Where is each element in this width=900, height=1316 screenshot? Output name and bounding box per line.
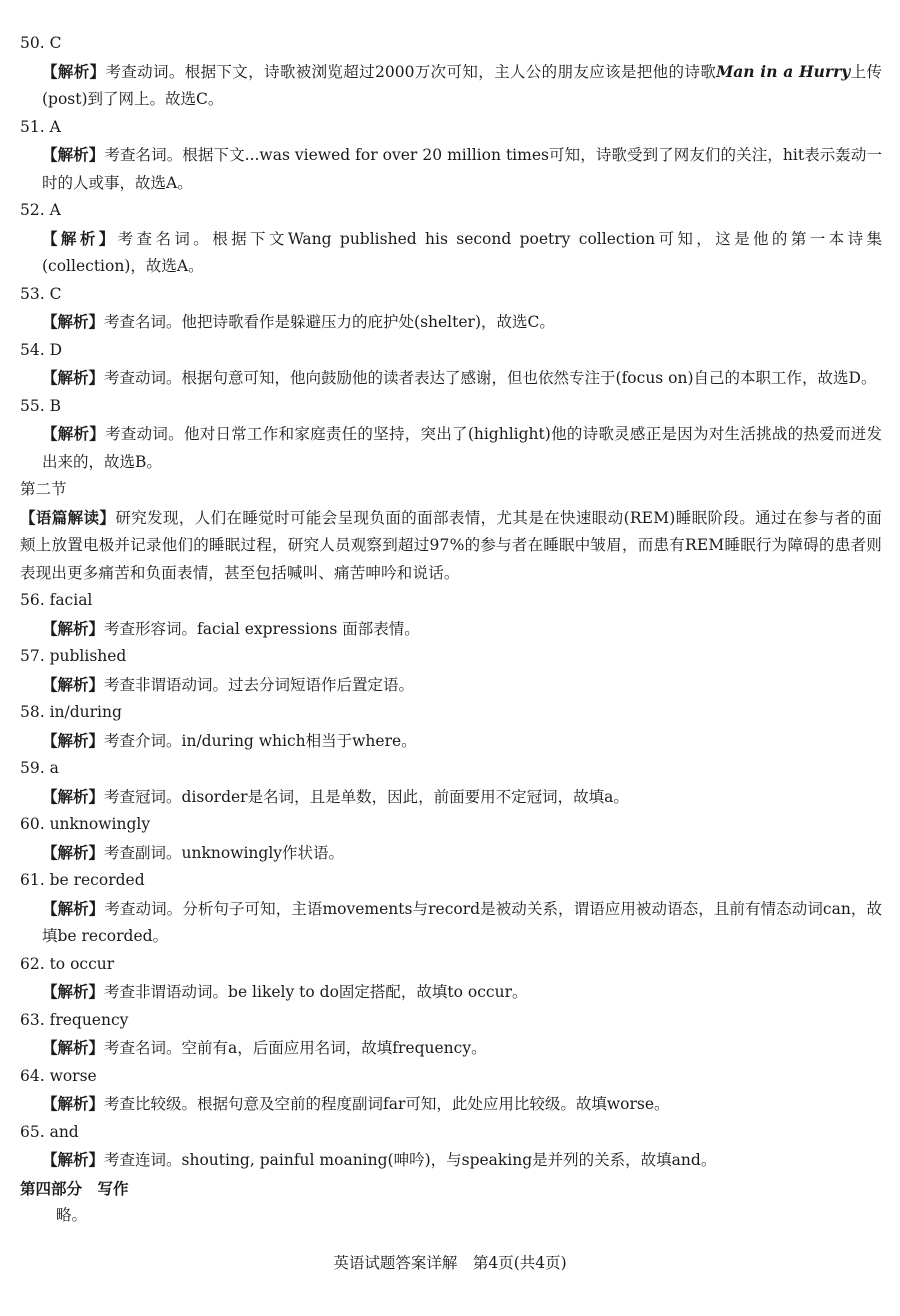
analysis-text: 考查比较级。根据句意及空前的程度副词far可知，此处应用比较级。故填worse。 [104, 1095, 670, 1113]
answer-number: 57. published [20, 647, 127, 665]
analysis-text: 考查非谓语动词。过去分词短语作后置定语。 [104, 675, 415, 694]
answer-number: 54. D [20, 340, 63, 359]
part-heading: 第四部分 写作 [20, 1178, 129, 1198]
analysis-tag: 【解析】 [42, 982, 105, 1001]
analysis-tag: 【解析】 [42, 228, 118, 248]
analysis-tag: 【解析】 [42, 1038, 105, 1057]
answer-number: 51. A [20, 117, 61, 136]
analysis-tag: 【解析】 [42, 730, 105, 750]
answer-number: 59. a [20, 759, 59, 777]
analysis-tag: 【解析】 [42, 618, 105, 638]
analysis-text: 考查动词。他对日常工作和家庭责任的坚持，突出了(highlight)他的诗歌灵感正是因为对生活挑战的热爱而迸发出来的，故选B。 [42, 425, 882, 471]
analysis-text: 考查名词。空前有a，后面应用名词，故填frequency。 [104, 1039, 487, 1057]
analysis-tag: 【解析】 [42, 1094, 105, 1113]
answer-number: 58. in/during [20, 703, 122, 721]
analysis-text: 考查名词。他把诗歌看作是躲避压力的庇护处(shelter)，故选C。 [104, 313, 555, 331]
answer-number: 55. B [20, 396, 61, 415]
answer-number: 62. to occur [20, 954, 115, 973]
analysis-paragraph [20, 225, 882, 281]
answer-number: 53. C [20, 284, 62, 303]
passage-summary-tag: 【语篇解读】 [20, 507, 116, 527]
analysis-tag: 【解析】 [42, 898, 105, 918]
answer-number: 65. and [20, 1122, 79, 1141]
analysis-tag: 【解析】 [42, 145, 105, 164]
answer-number: 64. worse [20, 1066, 97, 1085]
passage-summary [20, 504, 882, 588]
answer-number: 50. C [20, 34, 62, 52]
analysis-text: 考查非谓语动词。be likely to do固定搭配，故填to occur。 [104, 983, 528, 1001]
analysis-tag: 【解析】 [42, 842, 105, 862]
answer-number: 63. frequency [20, 1010, 129, 1029]
analysis-tag: 【解析】 [42, 674, 105, 694]
analysis-tag: 【解析】 [42, 312, 105, 331]
answer-number: 52. A [20, 201, 61, 219]
analysis-paragraph [20, 1090, 882, 1119]
analysis-text: 考查形容词。facial expressions 面部表情。 [104, 619, 420, 638]
analysis-paragraph [20, 58, 882, 114]
page-footer: 英语试题答案详解 第4页(共4页) [333, 1254, 567, 1272]
analysis-tag: 【解析】 [42, 1150, 105, 1169]
analysis-paragraph [20, 895, 882, 951]
poem-title: Man in a Hurry [716, 61, 851, 81]
analysis-paragraph [20, 420, 882, 476]
answer-number: 56. facial [20, 591, 93, 609]
analysis-text: 考查动词。根据句意可知，他向鼓励他的读者表达了感谢，但也依然专注于(focus on)自己的本职工作，故选D。 [104, 369, 877, 387]
analysis-text: 考查连词。shouting, painful moaning(呻吟)，与speaking是并列的关系，故填and。 [104, 1151, 717, 1169]
analysis-tag: 【解析】 [42, 786, 105, 806]
analysis-paragraph [20, 141, 882, 197]
analysis-text: 考查副词。unknowingly作状语。 [104, 843, 345, 862]
analysis-tag: 【解析】 [42, 61, 106, 81]
analysis-paragraph [20, 1146, 882, 1175]
analysis-paragraph [20, 727, 882, 756]
analysis-paragraph [20, 978, 882, 1007]
omitted-note: 略。 [56, 1206, 88, 1224]
analysis-text: 考查动词。根据下文，诗歌被浏览超过2000万次可知，主人公的朋友应该是把他的诗歌 [105, 62, 717, 81]
analysis-paragraph [20, 364, 882, 393]
analysis-paragraph [20, 615, 882, 644]
answer-number: 60. unknowingly [20, 815, 151, 833]
analysis-text: 考查名词。根据下文Wang published his second poetry collection可知，这是他的第一本诗集(collection)，故选A。 [42, 229, 882, 275]
analysis-paragraph [20, 839, 882, 868]
analysis-text: 考查动词。分析句子可知，主语movements与record是被动关系，谓语应用被动语态，且前有情态动词can，故填be recorded。 [42, 899, 882, 945]
analysis-paragraph [20, 308, 882, 337]
analysis-text: 考查冠词。disorder是名词，且是单数，因此，前面要用不定冠词，故填a。 [104, 787, 629, 806]
analysis-tag: 【解析】 [42, 368, 105, 387]
analysis-paragraph [20, 671, 882, 700]
analysis-text: 考查介词。in/during which相当于where。 [104, 731, 417, 750]
analysis-text: 上传(post)到了网上。故选C。 [42, 62, 882, 108]
analysis-text: 考查名词。根据下文...was viewed for over 20 million times可知，诗歌受到了网友们的关注，hit表示轰动一时的人或事，故选A。 [42, 146, 882, 192]
analysis-paragraph [20, 1034, 882, 1063]
answer-number: 61. be recorded [20, 871, 145, 889]
analysis-tag: 【解析】 [42, 424, 106, 443]
section-heading: 第二节 [20, 480, 67, 498]
passage-summary-text: 研究发现，人们在睡觉时可能会呈现负面的面部表情，尤其是在快速眼动(REM)睡眠阶段。通过在参与者的面颊上放置电极并记录他们的睡眠过程，研究人员观察到超过97%的参与者在睡眠中皱眉，而患有REM睡眠行为障碍的患者则表现出更多痛苦和负面表情，甚至包括喊叫、痛苦呻吟和说话。 [20, 508, 882, 582]
analysis-paragraph [20, 783, 882, 812]
